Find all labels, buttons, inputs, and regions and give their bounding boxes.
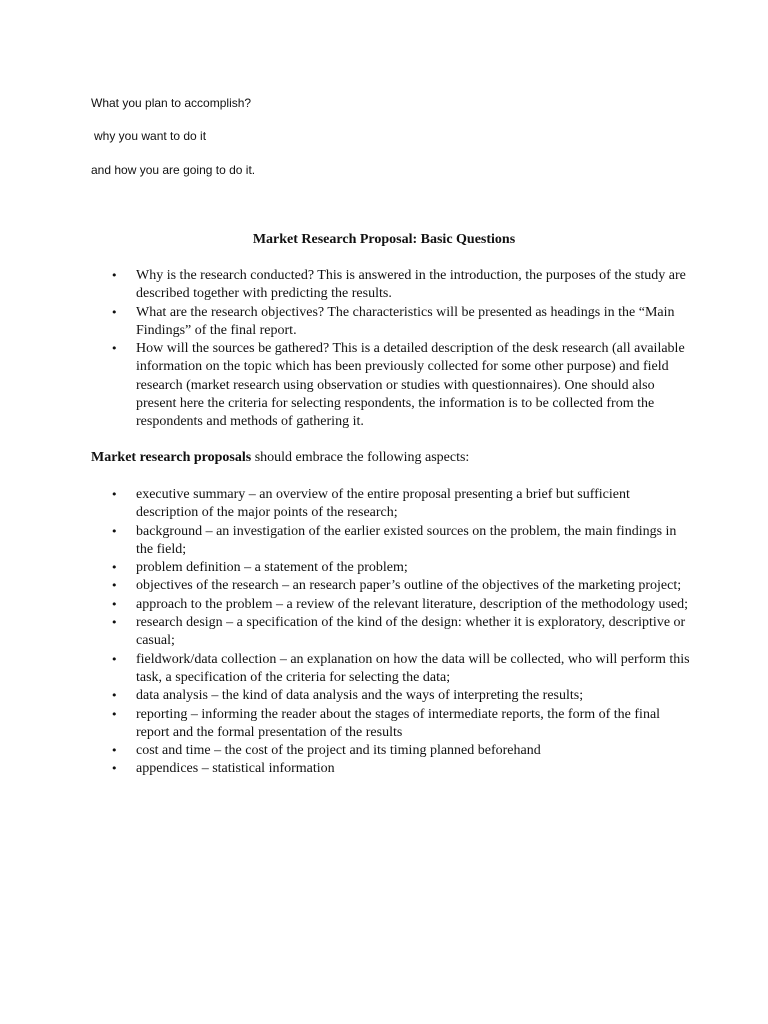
intro-line-why: why you want to do it (94, 129, 207, 143)
list-item (91, 614, 691, 651)
bullet-icon: • (111, 269, 118, 282)
aspect-text: problem definition – a statement of the problem; (136, 560, 408, 576)
list-item (91, 687, 691, 705)
aspects-intro (91, 449, 469, 467)
aspect-text: approach to the problem – a review of the relevant literature, description of the methodology used; (136, 596, 689, 612)
aspect-text: research design – a specification of the kind of the design: whether it is exploratory, descriptive or casual; (136, 615, 686, 649)
bullet-icon: • (111, 305, 118, 319)
bullet-icon: • (111, 652, 118, 666)
question-text: Why is the research conducted? This is answered in the introduction, the purposes of the study are described together with predicting the results. (136, 268, 686, 302)
list-item (91, 340, 691, 431)
list-item (91, 651, 691, 688)
bullet-icon: • (111, 689, 118, 703)
intro-line-how: and how you are going to do it. (91, 163, 256, 177)
aspect-text: fieldwork/data collection – an explanation on how the data will be collected, who will perform this task, a specification of the criteria for selecting the data; (136, 651, 690, 685)
bullet-icon: • (111, 579, 118, 593)
list-item (91, 486, 691, 523)
section-title: Market Research Proposal: Basic Questions (252, 232, 516, 247)
bullet-icon: • (111, 744, 118, 758)
list-item (91, 267, 691, 304)
list-item (91, 523, 691, 560)
list-item (91, 559, 691, 577)
bullet-icon: • (111, 597, 118, 611)
intro-line-accomplish: What you plan to accomplish? (91, 96, 252, 110)
bullet-icon: • (111, 342, 118, 356)
aspect-text: executive summary – an overview of the entire proposal presenting a brief but sufficient description of the major points of the research; (136, 487, 630, 521)
aspect-text: appendices – statistical information (136, 761, 335, 777)
bullet-icon: • (111, 561, 118, 575)
bullet-icon: • (111, 524, 118, 538)
aspect-text: background – an investigation of the earlier existed sources on the problem, the main findings in the field; (136, 523, 677, 557)
list-item (91, 596, 691, 614)
aspect-text: cost and time – the cost of the project and its timing planned beforehand (136, 743, 541, 759)
aspect-text: objectives of the research – an research paper’s outline of the objectives of the marketing project; (136, 578, 682, 594)
bullet-icon: • (111, 707, 118, 721)
aspects-list (91, 486, 691, 779)
bullet-icon: • (111, 762, 118, 776)
aspect-text: data analysis – the kind of data analysis and the ways of interpreting the results; (136, 688, 584, 704)
question-text: How will the sources be gathered? This is a detailed description of the desk research (all available information on the topic which has been previously collected for some other purpose) and field research (market research using observation or studies with questionnaires). One should also present here the criteria for selecting respondents, the information is to be collected from the respondents and methods of gathering it. (136, 341, 685, 430)
list-item (91, 706, 691, 743)
list-item (91, 304, 691, 341)
question-text: What are the research objectives? The characteristics will be presented as headings in the “Main Findings” of the final report. (136, 304, 675, 338)
aspect-text: reporting – informing the reader about the stages of intermediate reports, the form of the final report and the formal presentation of the results (136, 706, 661, 740)
basic-questions-list (91, 267, 691, 432)
list-item (91, 742, 691, 760)
aspects-lead-rest: should embrace the following aspects: (251, 450, 470, 465)
list-item (91, 577, 691, 595)
aspects-lead-bold: Market research proposals (91, 450, 252, 465)
bullet-icon: • (111, 616, 118, 630)
list-item (91, 760, 691, 778)
bullet-icon: • (111, 488, 118, 501)
